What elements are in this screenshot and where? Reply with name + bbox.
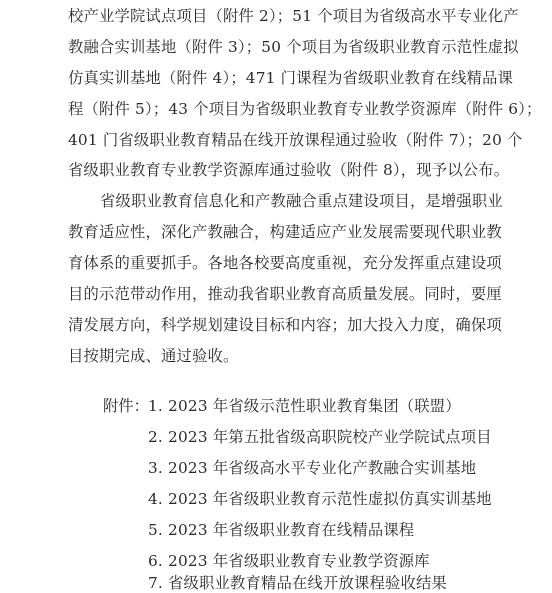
paragraph-1-line-5: 401 门省级职业教育精品在线开放课程通过验收（附件 7）；20 个 [68, 131, 523, 149]
attachment-item-2: 2. 2023 年第五批省级高职院校产业学院试点项目 [148, 428, 492, 446]
paragraph-1-line-3: 仿真实训基地（附件 4）；471 门课程为省级职业教育在线精品课 [68, 69, 514, 87]
paragraph-2-line-1: 省级职业教育信息化和产教融合重点建设项目，是增强职业 [100, 192, 503, 210]
paragraph-2-line-5: 清发展方向，科学规划建设目标和内容；加大投入力度，确保项 [68, 316, 502, 334]
attachment-item-4: 4. 2023 年省级职业教育示范性虚拟仿真实训基地 [148, 490, 492, 508]
paragraph-1-line-1: 校产业学院试点项目（附件 2）；51 个项目为省级高水平专业化产 [68, 7, 519, 25]
paragraph-1-line-6: 省级职业教育专业教学资源库通过验收（附件 8），现予以公布。 [68, 161, 510, 179]
attachments-label: 附件： [103, 397, 149, 415]
paragraph-2-line-2: 教育适应性，深化产教融合，构建适应产业发展需要现代职业教 [68, 223, 502, 241]
attachment-item-3: 3. 2023 年省级高水平专业化产教融合实训基地 [148, 459, 477, 477]
paragraph-1-line-4: 程（附件 5）；43 个项目为省级职业教育专业教学资源库（附件 6）； [68, 100, 542, 118]
attachment-item-6: 6. 2023 年省级职业教育专业教学资源库 [148, 552, 430, 570]
paragraph-2-line-3: 育体系的重要抓手。各地各校要高度重视，充分发挥重点建设项 [68, 254, 502, 272]
attachment-item-7: 7. 省级职业教育精品在线开放课程验收结果 [148, 574, 448, 592]
attachment-item-5: 5. 2023 年省级职业教育在线精品课程 [148, 521, 415, 539]
paragraph-2-line-4: 目的示范带动作用，推动我省职业教育高质量发展。同时，要厘 [68, 285, 502, 303]
paragraph-2-line-6: 目按期完成、通过验收。 [68, 347, 239, 365]
attachment-item-1: 1. 2023 年省级示范性职业教育集团（联盟） [148, 397, 461, 415]
paragraph-1-line-2: 教融合实训基地（附件 3）；50 个项目为省级职业教育示范性虚拟 [68, 38, 519, 56]
